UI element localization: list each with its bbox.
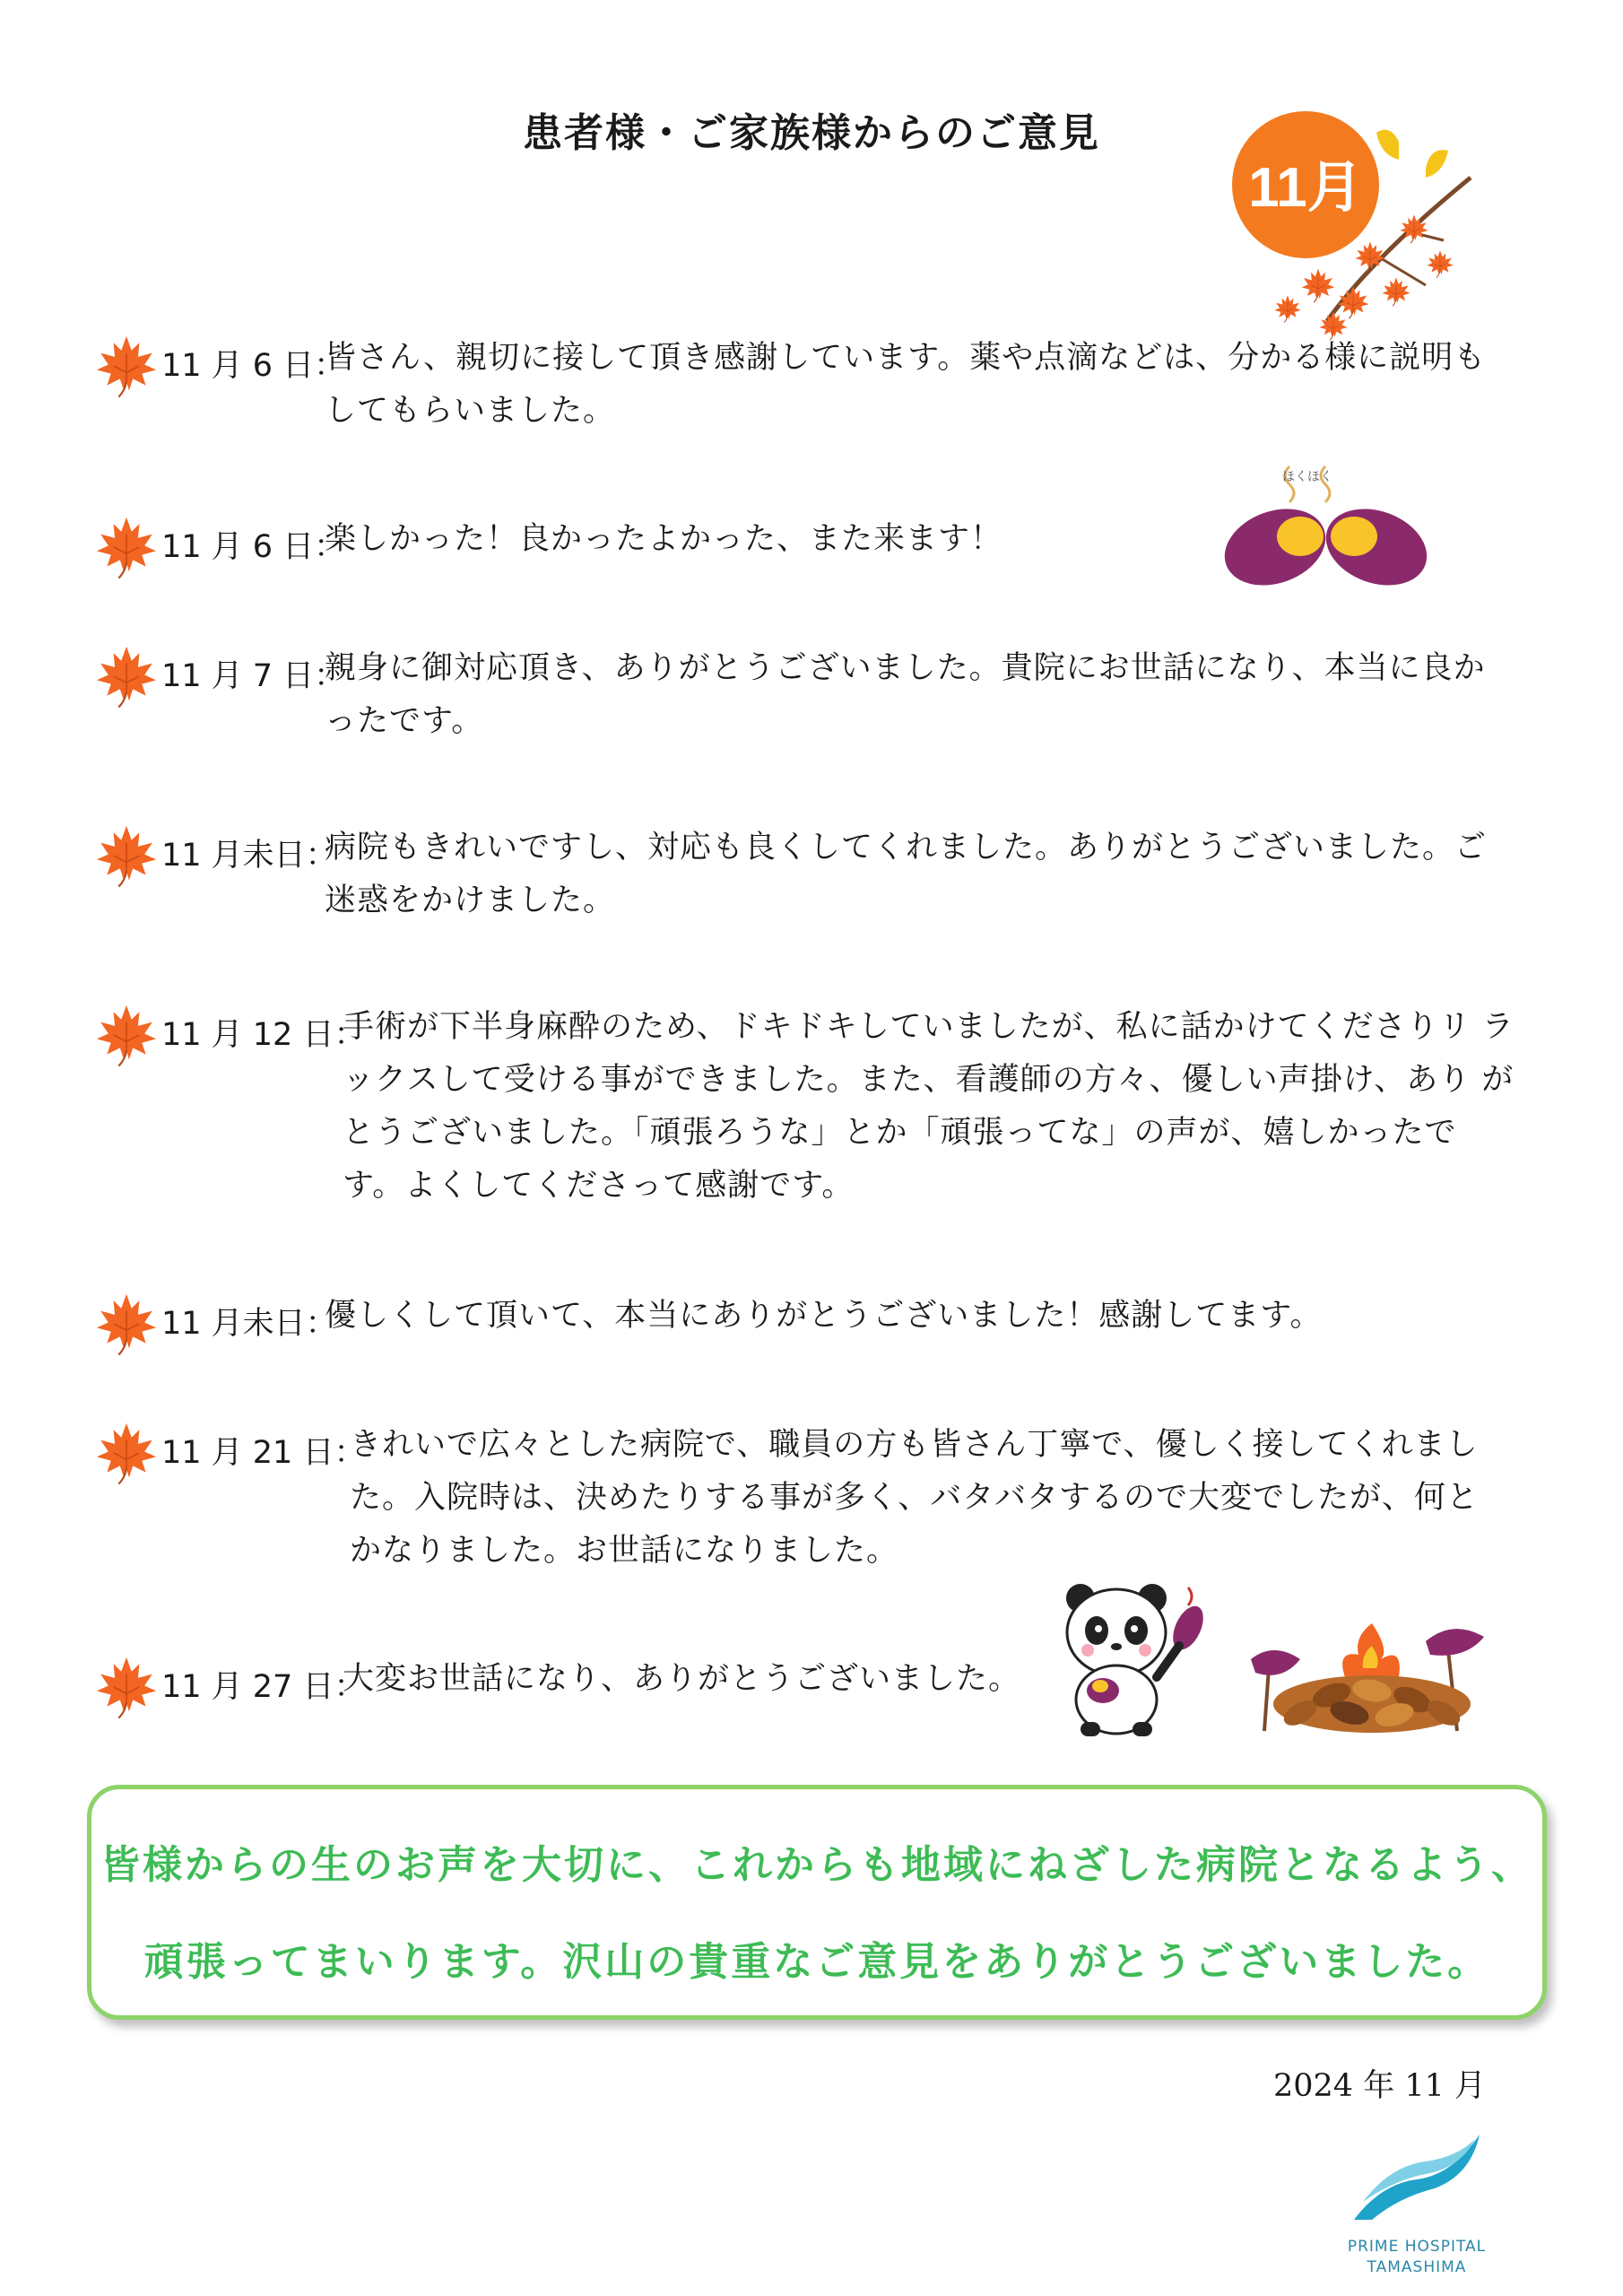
entry-text: 皆さん、親切に接して頂き感謝しています。薬や点滴などは、分かる様に説明も してもらいました。 — [325, 340, 1487, 429]
bonfire-illustration — [1246, 1605, 1497, 1740]
feedback-entry — [94, 1421, 1529, 1582]
feedback-entry — [94, 823, 1529, 922]
month-badge-text: 11月 — [1248, 157, 1363, 219]
entry-date: 11 月 6 日： — [161, 529, 346, 565]
entry-date: 11 月 12 日： — [161, 1017, 366, 1053]
maple-leaf-icon — [94, 1003, 159, 1067]
feedback-entry — [94, 1292, 1529, 1354]
hospital-logo-name: PRIME HOSPITAL — [1347, 2238, 1487, 2256]
entry-text: 手術が下半身麻酔のため、ドキドキしていましたが、私に話かけてくださりリ ラックスして受ける事ができました。また、看護師の方々、優しい声掛け、あり がとうございました。「頑張ろうな」とか「頑張ってな」の声が、嬉しかったで す。よくしてくださって感謝です。 — [343, 1009, 1515, 1204]
hospital-logo-location: TAMASHIMA — [1367, 2258, 1467, 2276]
entry-text: 大変お世話になり、ありがとうございました。 — [343, 1661, 1021, 1697]
closing-message-line-2: 頑張ってまいります。沢山の貴重なご意見をありがとうございました。 — [143, 1939, 1490, 1985]
maple-leaf-icon — [94, 644, 159, 709]
november-badge-illustration — [1219, 106, 1488, 348]
feedback-entry — [94, 334, 1529, 432]
entry-date: 11 月 6 日： — [161, 348, 346, 384]
entry-text: 優しくして頂いて、本当にありがとうございました！感謝してます。 — [325, 1298, 1323, 1334]
feedback-entry — [94, 1003, 1529, 1218]
maple-leaf-icon — [94, 1421, 159, 1485]
entry-date: 11 月未日： — [161, 838, 337, 874]
entry-text: 楽しかった！良かったよかった、また来ます！ — [325, 521, 1003, 557]
feedback-entry — [94, 644, 1529, 743]
page-title: 患者様・ご家族様からのご意見 — [523, 110, 1100, 156]
entry-date: 11 月 27 日： — [161, 1669, 366, 1705]
footer-date: 2024 年 11 月 — [1273, 2068, 1486, 2104]
entry-date: 11 月 7 日： — [161, 658, 346, 694]
entry-text: きれいで広々とした病院で、職員の方も皆さん丁寧で、優しく接してくれまし た。入院時は、決めたりする事が多く、バタバタするので大変でしたが、何と かなりました。お世話になりました。 — [350, 1427, 1479, 1569]
sweet-potato-illustration — [1219, 457, 1435, 601]
maple-leaf-icon — [94, 1655, 159, 1719]
steam-text: ほくほく — [1282, 470, 1332, 484]
closing-message-line-1: 皆様からの生のお声を大切に、これからも地域にねざした病院となるよう、 — [100, 1842, 1533, 1888]
maple-leaf-icon — [94, 515, 159, 579]
maple-leaf-icon — [94, 1292, 159, 1356]
entry-date: 11 月 21 日： — [161, 1435, 366, 1471]
maple-leaf-icon — [94, 334, 159, 398]
entry-date: 11 月未日： — [161, 1306, 337, 1342]
entry-text: 病院もきれいですし、対応も良くしてくれました。ありがとうございました。ご 迷惑をかけました。 — [325, 830, 1488, 918]
maple-leaf-icon — [94, 823, 159, 888]
closing-message-box — [87, 1785, 1547, 2020]
panda-illustration — [1054, 1578, 1215, 1740]
entry-text: 親身に御対応頂き、ありがとうございました。貴院にお世話になり、本当に良か ったです。 — [325, 650, 1486, 739]
hospital-logo-icon — [1345, 2130, 1488, 2229]
